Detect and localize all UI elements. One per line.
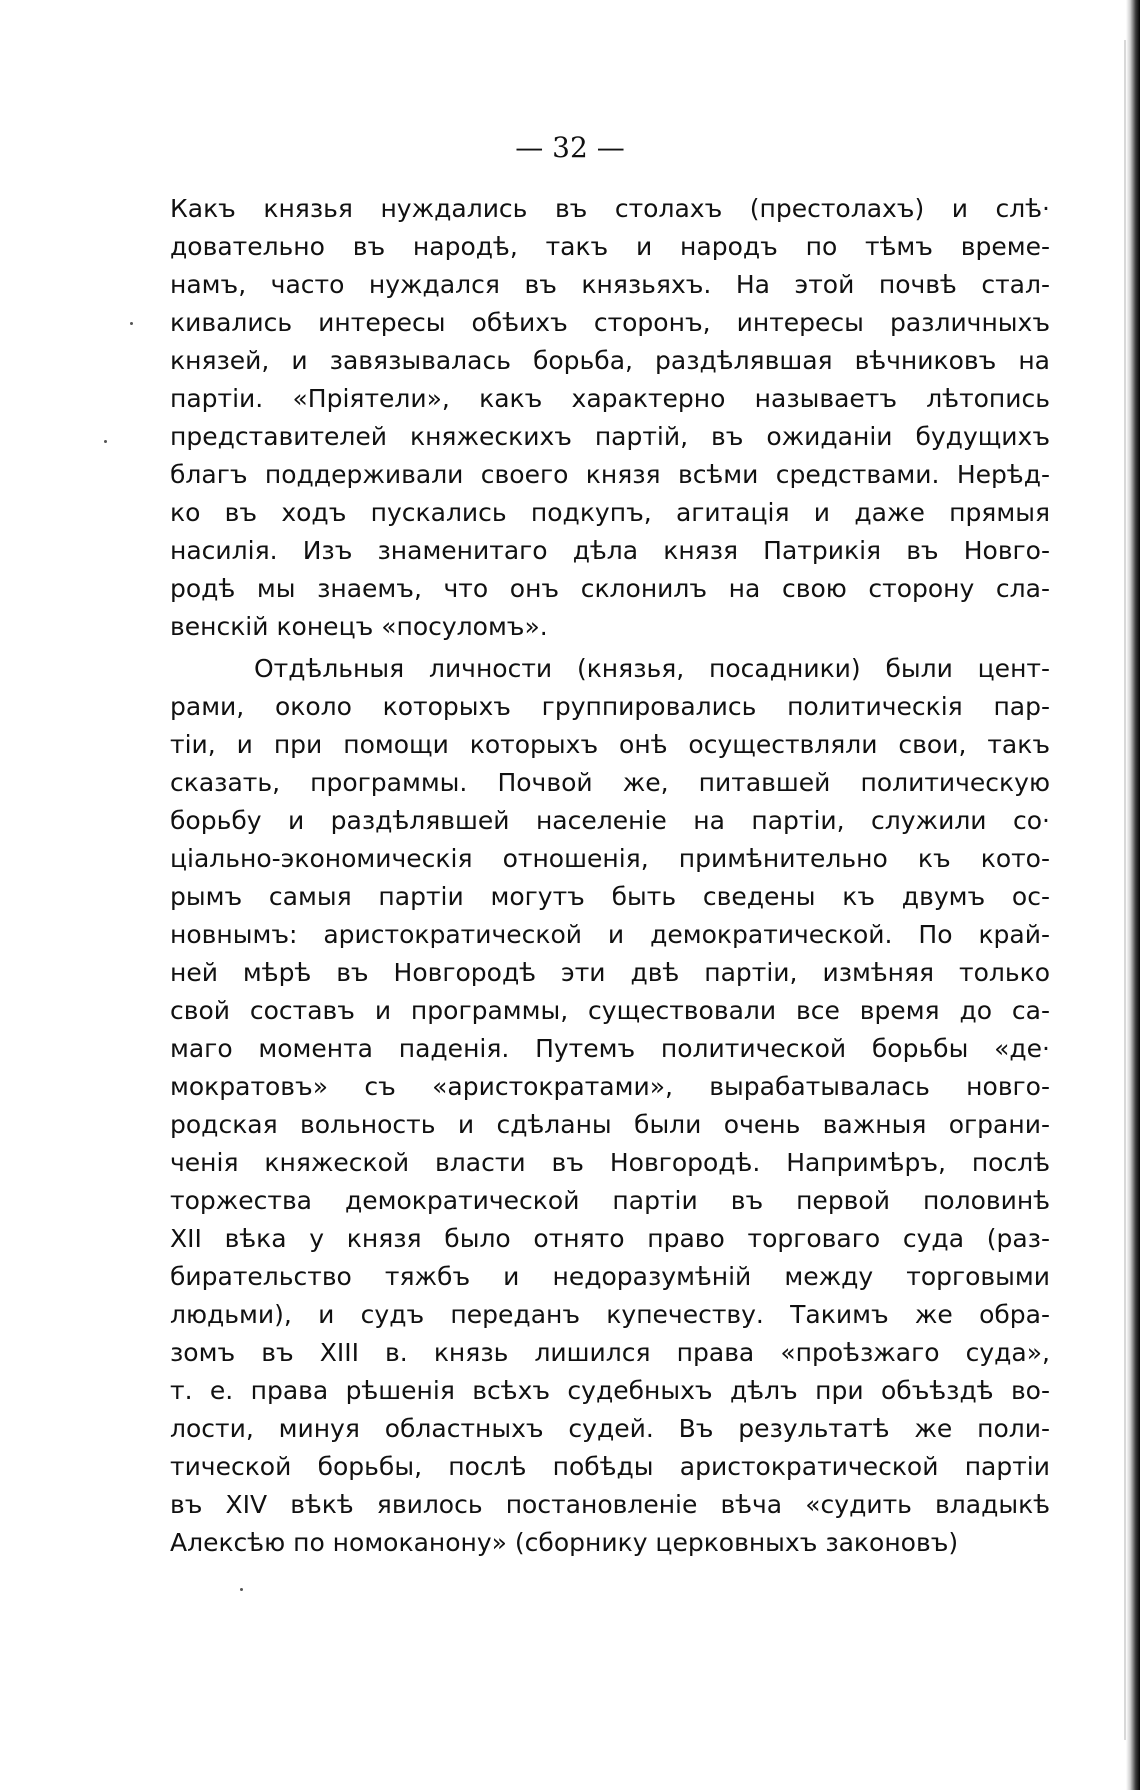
text-line: намъ, часто нуждался въ князьяхъ. На этой почвѣ стал-	[170, 270, 1050, 299]
text-line: ченія княжеской власти въ Новгородѣ. Напримѣръ, послѣ	[170, 1148, 1050, 1177]
scan-speck	[130, 322, 133, 325]
text-line: довательно въ народѣ, такъ и народъ по тѣмъ време-	[170, 232, 1050, 261]
text-line: сказать, программы. Почвой же, питавшей политическую	[170, 768, 1050, 797]
scan-speck	[104, 440, 107, 443]
text-line: мократовъ» съ «аристократами», вырабатывалась новго-	[170, 1072, 1050, 1101]
text-line: бирательство тяжбъ и недоразумѣній между торговыми	[170, 1262, 1050, 1291]
text-line: людьми), и судъ переданъ купечеству. Такимъ же обра-	[170, 1300, 1050, 1329]
text-line: ціально-экономическія отношенія, примѣнительно къ кото-	[170, 844, 1050, 873]
text-line: борьбу и раздѣлявшей населеніе на партіи, служили со·	[170, 806, 1050, 835]
text-line: насилія. Изъ знаменитаго дѣла князя Патрикія въ Новго-	[170, 536, 1050, 565]
text-line: XII вѣка у князя было отнято право торговаго суда (раз-	[170, 1224, 1050, 1253]
text-line: представителей княжескихъ партій, въ ожиданіи будущихъ	[170, 422, 1050, 451]
text-line: Какъ князья нуждались въ столахъ (престолахъ) и слѣ·	[170, 194, 1050, 223]
paragraph-2	[170, 650, 1050, 1562]
text-line: благъ поддерживали своего князя всѣми средствами. Нерѣд-	[170, 460, 1050, 489]
paragraph-1	[170, 190, 1050, 646]
text-line: зомъ въ XIII в. князь лишился права «проѣзжаго суда»,	[170, 1338, 1050, 1367]
page-edge-shadow	[1126, 0, 1140, 1790]
text-line: рами, около которыхъ группировались политическія пар-	[170, 692, 1050, 721]
text-line: т. е. права рѣшенія всѣхъ судебныхъ дѣлъ при объѣздѣ во-	[170, 1376, 1050, 1405]
text-line: Алексѣю по номоканону» (сборнику церковныхъ законовъ)	[170, 1528, 959, 1557]
text-line: родская вольность и сдѣланы были очень важныя ограни-	[170, 1110, 1050, 1139]
text-line: лости, минуя областныхъ судей. Въ результатѣ же поли-	[170, 1414, 1050, 1443]
text-line: родѣ мы знаемъ, что онъ склонилъ на свою сторону сла-	[170, 574, 1050, 603]
text-line: новнымъ: аристократической и демократической. По край-	[170, 920, 1050, 949]
text-line: рымъ самыя партіи могутъ быть сведены къ двумъ ос-	[170, 882, 1050, 911]
text-line: партіи. «Пріятели», какъ характерно называетъ лѣтопись	[170, 384, 1050, 413]
text-line: князей, и завязывалась борьба, раздѣлявшая вѣчниковъ на	[170, 346, 1050, 375]
scan-speck	[240, 1588, 243, 1591]
body-text	[170, 190, 1050, 1562]
text-line: тической борьбы, послѣ побѣды аристократической партіи	[170, 1452, 1050, 1481]
text-line: въ XIV вѣкѣ явилось постановленіе вѣча «судить владыкѣ	[170, 1490, 1050, 1519]
text-line: ней мѣрѣ въ Новгородѣ эти двѣ партіи, измѣняя только	[170, 958, 1050, 987]
text-line: тіи, и при помощи которыхъ онѣ осуществляли свои, такъ	[170, 730, 1050, 759]
text-line: свой составъ и программы, существовали все время до са-	[170, 996, 1050, 1025]
text-line: Отдѣльныя личности (князья, посадники) были цент-	[254, 654, 1050, 683]
page-number: — 32 —	[515, 131, 625, 164]
text-line: маго момента паденія. Путемъ политической борьбы «де·	[170, 1034, 1050, 1063]
text-line: ко въ ходъ пускались подкупъ, агитація и даже прямыя	[170, 498, 1050, 527]
text-line: кивались интересы обѣихъ сторонъ, интересы различныхъ	[170, 308, 1050, 337]
text-line: венскій конецъ «посуломъ».	[170, 612, 548, 641]
text-line: торжества демократической партіи въ первой половинѣ	[170, 1186, 1050, 1215]
